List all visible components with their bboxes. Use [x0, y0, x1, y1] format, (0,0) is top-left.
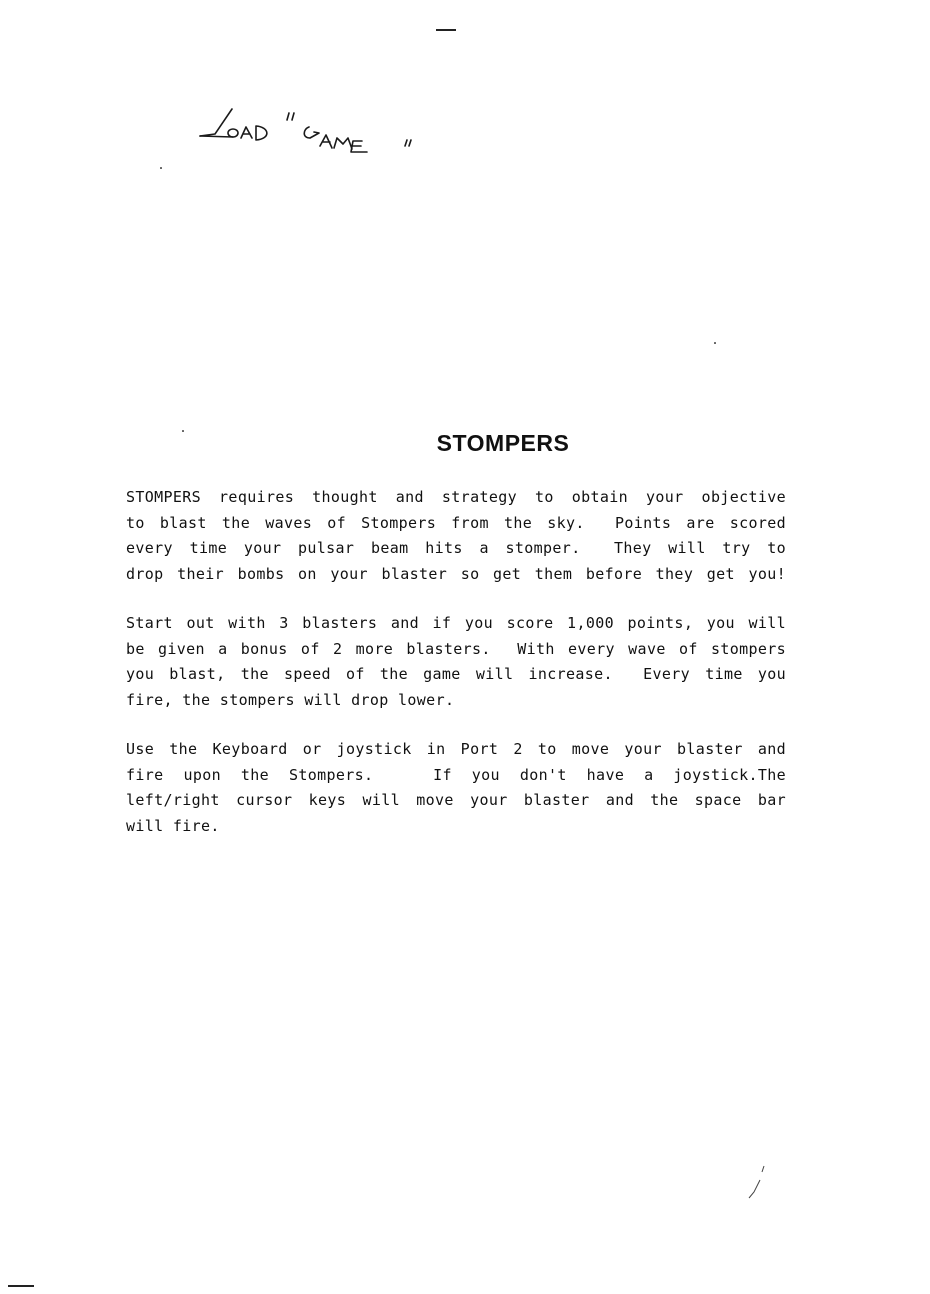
paragraph-controls [126, 737, 786, 839]
document-body [126, 485, 786, 863]
scan-speck [160, 167, 162, 169]
text-line: every time your pulsar beam hits a stomper. They will try to [126, 539, 786, 557]
scan-speck [714, 342, 716, 344]
text-line: left/right cursor keys will move your blaster and the space bar [126, 791, 786, 809]
scan-mark-bottom-left [8, 1285, 34, 1287]
text-line: you blast, the speed of the game will increase. Every time you [126, 665, 786, 683]
text-line: Start out with 3 blasters and if you score 1,000 points, you will [126, 614, 786, 632]
text-line: to blast the waves of Stompers from the sky. Points are scored [126, 513, 786, 532]
paragraph-blasters [126, 611, 786, 713]
text-line: will fire. [126, 816, 220, 835]
text-line: fire, the stompers will drop lower. [126, 690, 455, 709]
scan-stroke-bottom-right [744, 1162, 768, 1202]
text-line: drop their bombs on your blaster so get them before they get you! [126, 564, 786, 583]
text-line: fire upon the Stompers. If you don't have a joystick.The [126, 765, 786, 784]
text-line: STOMPERS requires thought and strategy to obtain your objective [126, 488, 786, 506]
text-line: Use the Keyboard or joystick in Port 2 to move your blaster and [126, 740, 786, 758]
scan-mark-top [436, 29, 456, 31]
paragraph-intro [126, 485, 786, 587]
handwritten-load-game-annotation [195, 100, 425, 170]
document-title: STOMPERS [436, 430, 570, 456]
text-line: be given a bonus of 2 more blasters. With every wave of stompers [126, 639, 786, 658]
